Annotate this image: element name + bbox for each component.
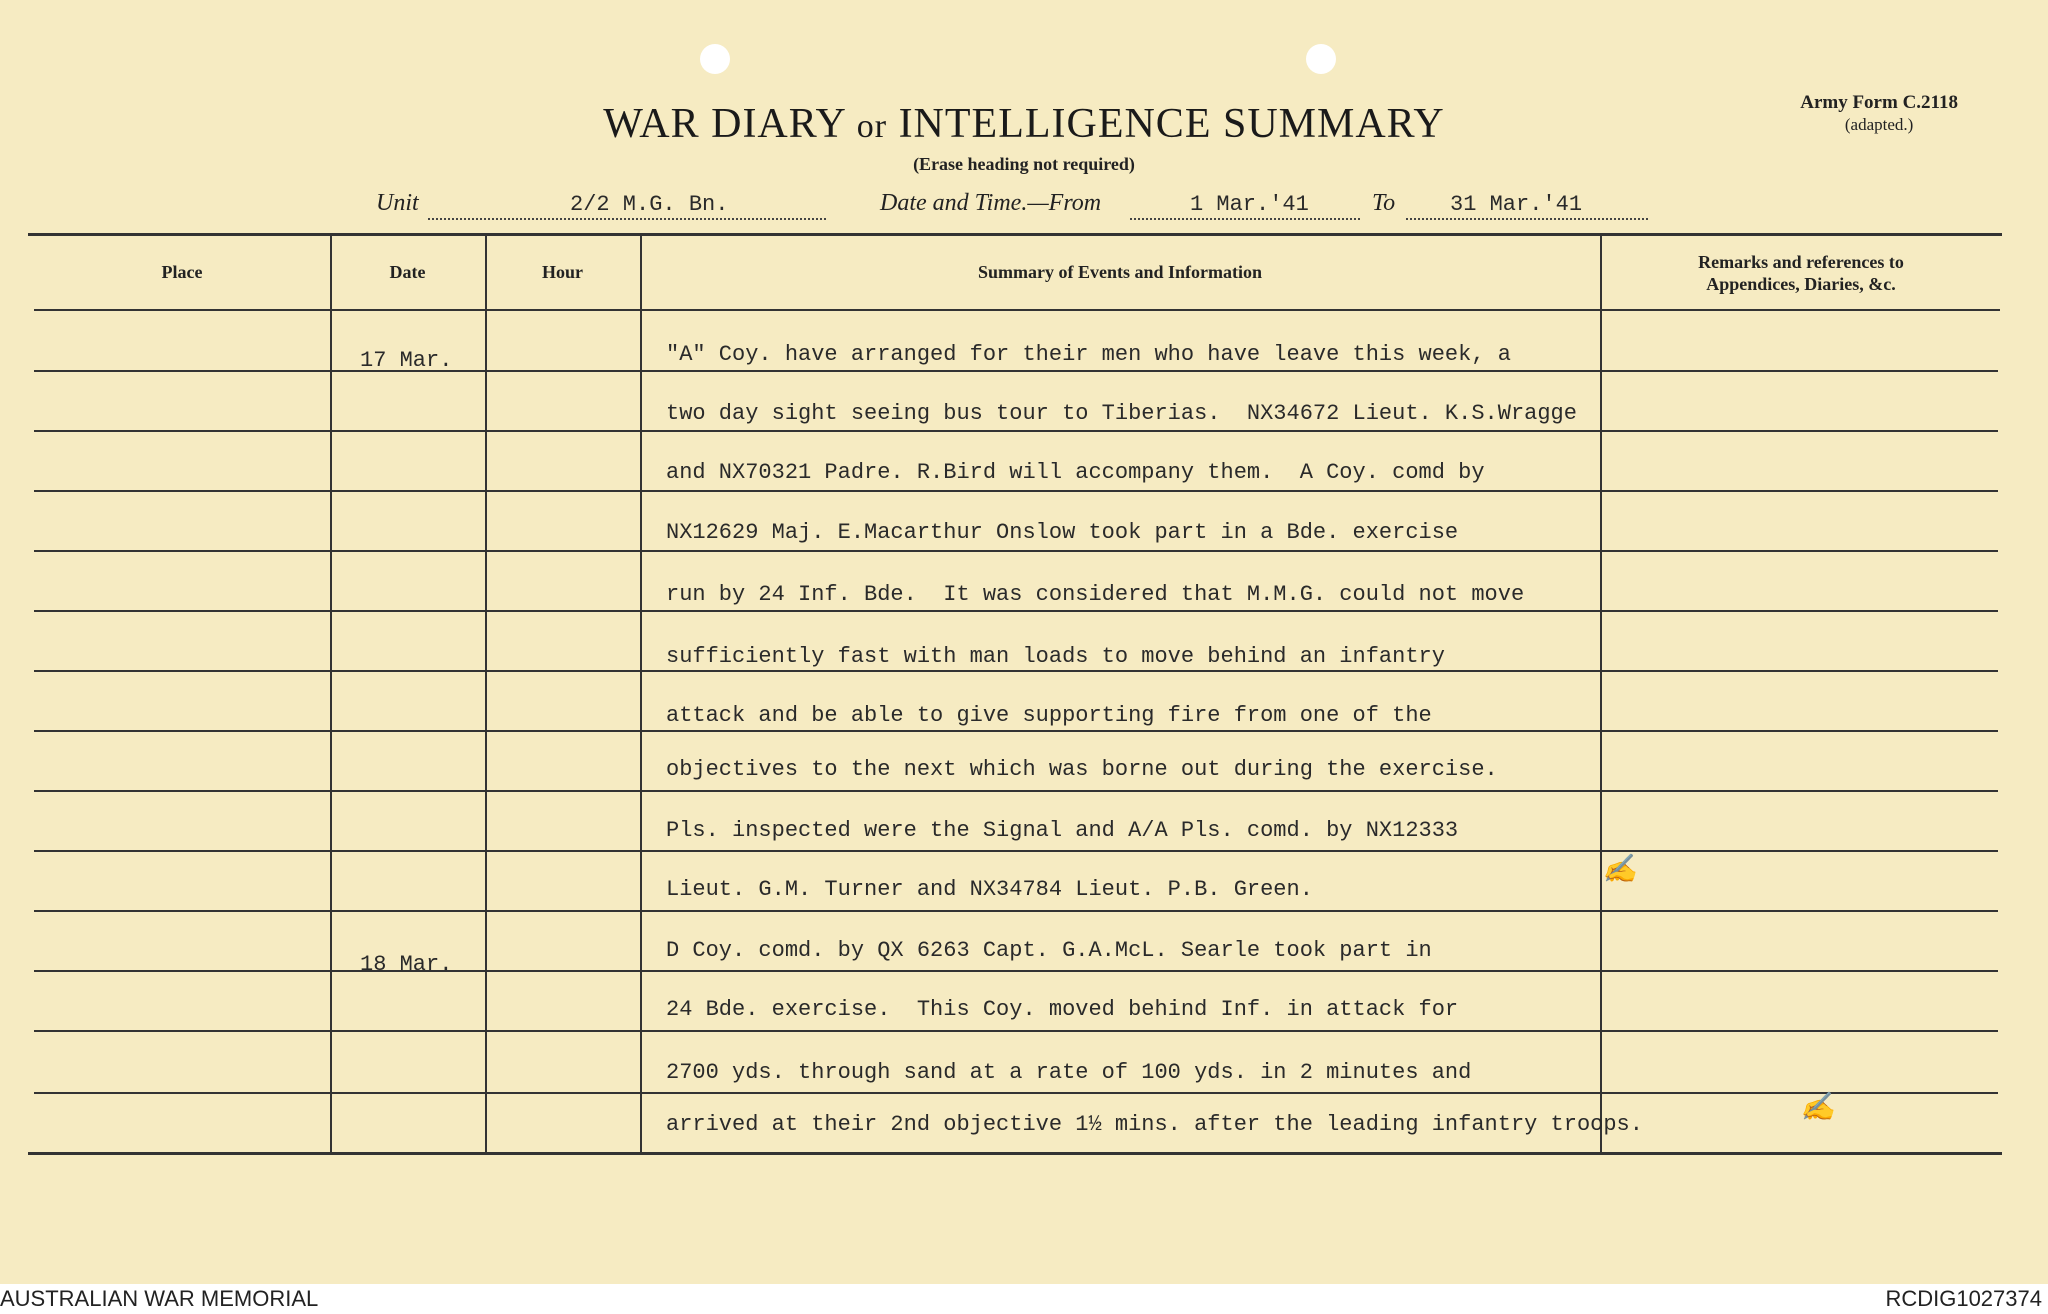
ruled-line	[34, 370, 1998, 372]
summary-line: Pls. inspected were the Signal and A/A Pls. comd. by NX12333	[666, 818, 1459, 843]
ruled-line	[34, 790, 1998, 792]
column-header-summary: Summary of Events and Information	[977, 262, 1263, 282]
summary-line: 24 Bde. exercise. This Coy. moved behind Inf. in attack for	[666, 997, 1459, 1022]
unit-label: Unit	[376, 190, 419, 216]
ruled-line	[34, 430, 1998, 432]
summary-line: 2700 yds. through sand at a rate of 100 yds. in 2 minutes and	[666, 1060, 1472, 1085]
ruled-line	[34, 970, 1998, 972]
ruled-line	[34, 610, 1998, 612]
summary-line: attack and be able to give supporting fire from one of the	[666, 703, 1432, 728]
page-title	[0, 100, 2048, 148]
summary-line: sufficiently fast with man loads to move behind an infantry	[666, 644, 1445, 669]
punch-hole	[1306, 44, 1336, 74]
column-header-hour: Hour	[541, 262, 583, 282]
entry-date-17: 17 Mar.	[360, 348, 453, 373]
summary-line: D Coy. comd. by QX 6263 Capt. G.A.McL. Searle took part in	[666, 938, 1432, 963]
column-header-date: Date	[389, 262, 426, 282]
remarks-header-line: Appendices, Diaries, &c.	[1706, 274, 1896, 294]
army-form-label	[1800, 92, 1958, 136]
army-form-sub: (adapted.)	[1844, 115, 1914, 134]
header-bottom-rule	[34, 309, 2000, 311]
army-form-number: Army Form C.2118	[1800, 92, 1958, 113]
handwritten-initials-mark: ✍	[1800, 1090, 1835, 1123]
table-top-rule	[28, 233, 2002, 236]
summary-line: run by 24 Inf. Bde. It was considered that M.M.G. could not move	[666, 582, 1525, 607]
summary-line: objectives to the next which was borne out during the exercise.	[666, 757, 1498, 782]
title-war-diary: WAR DIARY	[603, 101, 846, 147]
ruled-line	[34, 490, 1998, 492]
summary-line: NX12629 Maj. E.Macarthur Onslow took part in a Bde. exercise	[666, 520, 1459, 545]
ruled-line	[34, 1030, 1998, 1032]
footer-right-id: RCDIG1027374	[1885, 1286, 2042, 1311]
ruled-line	[34, 1092, 1998, 1094]
to-dotline	[1406, 218, 1648, 220]
unit-value: 2/2 M.G. Bn.	[570, 192, 729, 217]
table-bottom-rule	[28, 1152, 2002, 1155]
summary-line: and NX70321 Padre. R.Bird will accompany them. A Coy. comd by	[666, 460, 1485, 485]
title-intelligence-summary: INTELLIGENCE SUMMARY	[898, 101, 1445, 147]
column-header-remarks	[1600, 251, 2002, 295]
to-value: 31 Mar.'41	[1450, 192, 1583, 217]
date-label: Date and Time.—From	[880, 190, 1102, 216]
entry-date-18: 18 Mar.	[360, 952, 453, 977]
summary-line: Lieut. G.M. Turner and NX34784 Lieut. P.B. Green.	[666, 877, 1313, 902]
unit-dotline	[428, 218, 826, 220]
summary-line: arrived at their 2nd objective 1½ mins. after the leading infantry troops.	[666, 1112, 1643, 1137]
summary-line: two day sight seeing bus tour to Tiberias. NX34672 Lieut. K.S.Wragge	[666, 401, 1577, 426]
erase-note: (Erase heading not required)	[913, 154, 1135, 174]
ruled-line	[34, 730, 1998, 732]
from-dotline	[1130, 218, 1360, 220]
ruled-line	[34, 670, 1998, 672]
ruled-line	[34, 850, 1998, 852]
from-value: 1 Mar.'41	[1190, 192, 1309, 217]
to-label: To	[1372, 190, 1396, 216]
footer-left-label: AUSTRALIAN WAR MEMORIAL	[0, 1286, 319, 1311]
archive-footer	[0, 1284, 2048, 1314]
summary-line: "A" Coy. have arranged for their men who have leave this week, a	[666, 342, 1511, 367]
punch-hole	[700, 44, 730, 74]
handwritten-initials-mark: ✍	[1602, 852, 1637, 885]
ruled-line	[34, 910, 1998, 912]
column-header-place: Place	[161, 262, 203, 282]
remarks-header-line: Remarks and references to	[1698, 252, 1904, 272]
title-or: or	[856, 108, 888, 145]
ruled-line	[34, 550, 1998, 552]
